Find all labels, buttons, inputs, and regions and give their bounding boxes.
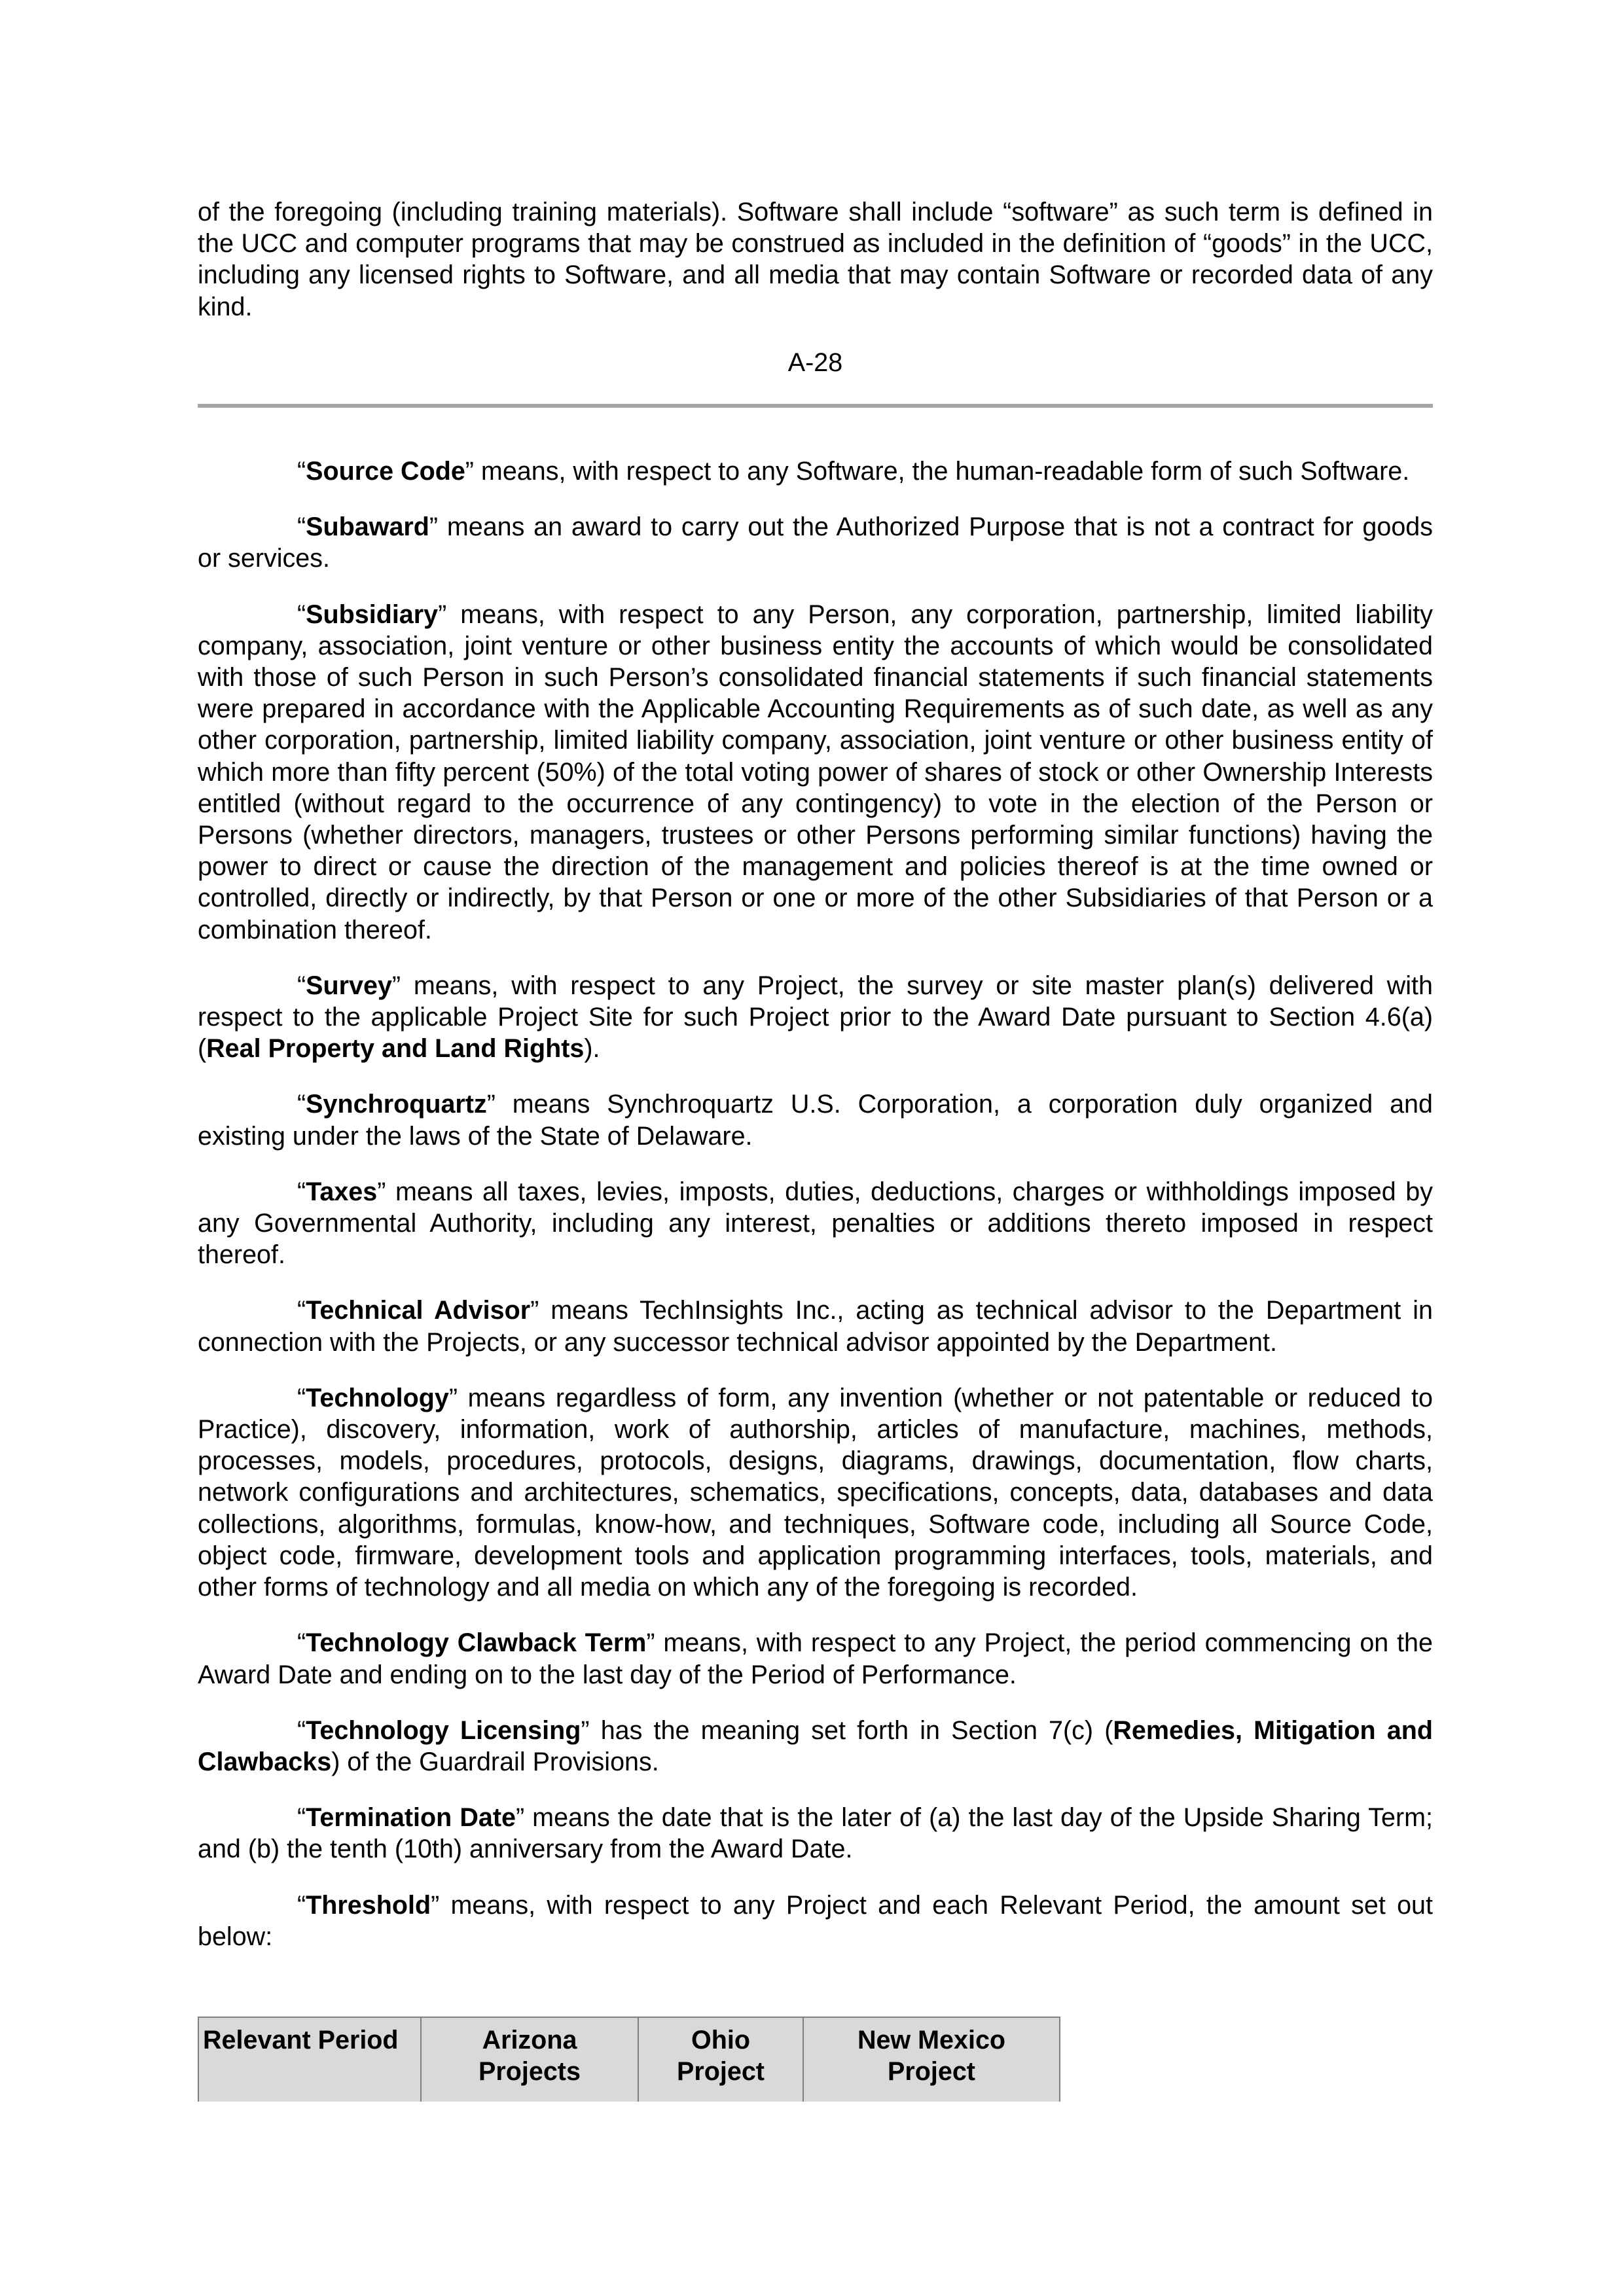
open-quote: “ xyxy=(297,1296,306,1325)
definition-synchroquartz xyxy=(198,1088,1433,1151)
definition-text: ” means Synchroquartz U.S. Corporation, a corporation duly organized and existing under the laws of the State of Delaware. xyxy=(198,1090,1433,1151)
definition-text: ” means, with respect to any Person, any corporation, partnership, limited liability company, association, joint venture or other business entity the accounts of which would be consolidated with those of such Person in such Person’s consolidated financial statements if such financial statements were prepared in accordance with the Applicable Accounting Requirements as of such date, as well as any other corporation, partnership, limited liability company, association, joint venture or other business entity of which more than fifty percent (50%) of the total voting power of shares of stock or other Ownership Interests entitled (without regard to the occurrence of any contingency) to vote in the election of the Person or Persons (whether directors, managers, trustees or other Persons performing similar functions) having the power to direct or cause the direction of the management and policies thereof is at the time owned or controlled, directly or indirectly, by that Person or one or more of the other Subsidiaries of that Person or a combination thereof. xyxy=(198,600,1433,944)
definition-technology-clawback-term xyxy=(198,1627,1433,1690)
defined-term: Synchroquartz xyxy=(306,1090,487,1119)
header-line: Arizona xyxy=(482,2026,577,2054)
definition-subaward xyxy=(198,511,1433,574)
defined-term: Technical Advisor xyxy=(306,1296,531,1325)
header-line: Project xyxy=(888,2057,975,2086)
definition-text: ” means an award to carry out the Authorized Purpose that is not a contract for goods or services. xyxy=(198,512,1433,573)
open-quote: “ xyxy=(297,457,306,486)
definition-text: ” means regardless of form, any invention (whether or not patentable or reduced to Practice), discovery, information, work of authorship, articles of manufacture, machines, methods, processes, models, procedures, protocols, designs, diagrams, drawings, documentation, flow charts, network configurations and architectures, schematics, specifications, concepts, data, databases and data collections, algorithms, formulas, know-how, and techniques, Software code, including all Source Code, object code, firmware, development tools and application programming interfaces, tools, materials, and other forms of technology and all media on which any of the foregoing is recorded. xyxy=(198,1383,1433,1602)
section-reference: Real Property and Land Rights xyxy=(206,1034,585,1064)
header-line: Relevant Period xyxy=(203,2026,399,2054)
defined-term: Subsidiary xyxy=(306,600,439,629)
header-ohio-project xyxy=(638,2017,803,2102)
top-paragraph-text: of the foregoing (including training materials). Software shall include “software” as such term is defined in the UCC and computer programs that may be construed as included in the definition of “goods” in the UCC, including any licensed rights to Software, and all media that may contain Software or recorded data of any kind. xyxy=(198,198,1433,321)
definition-source-code xyxy=(198,456,1433,487)
defined-term: Survey xyxy=(306,971,392,1000)
continued-paragraph xyxy=(198,196,1433,323)
header-line: Ohio xyxy=(691,2026,750,2054)
definition-text: ” means the date that is the later of (a) the last day of the Upside Sharing Term; and (b) the tenth (10th) anniversary from the Award Date. xyxy=(198,1803,1434,1864)
open-quote: “ xyxy=(297,1090,306,1119)
defined-term: Threshold xyxy=(306,1890,431,1920)
defined-term: Technology Clawback Term xyxy=(306,1628,647,1658)
definition-tail: ). xyxy=(584,1034,600,1064)
definition-subsidiary xyxy=(198,599,1433,946)
threshold-table xyxy=(198,2017,1060,2102)
open-quote: “ xyxy=(297,971,306,1000)
open-quote: “ xyxy=(297,1628,306,1658)
page-divider xyxy=(198,404,1433,408)
defined-term: Technology xyxy=(306,1383,449,1412)
definition-termination-date xyxy=(198,1802,1433,1865)
open-quote: “ xyxy=(297,1890,306,1920)
definition-text: ” has the meaning set forth in Section 7(c) ( xyxy=(581,1715,1113,1745)
open-quote: “ xyxy=(297,1383,306,1412)
defined-term: Source Code xyxy=(306,457,465,486)
defined-term: Taxes xyxy=(306,1177,378,1206)
header-new-mexico-project xyxy=(803,2017,1060,2102)
table-header-row xyxy=(198,2017,1060,2102)
definition-threshold xyxy=(198,1890,1433,1952)
header-line: New Mexico xyxy=(857,2026,1006,2054)
defined-term: Termination Date xyxy=(306,1803,516,1833)
open-quote: “ xyxy=(297,1715,306,1745)
section-reference: Remedies, Mitigation and Clawbacks xyxy=(198,1715,1433,1776)
definition-technology xyxy=(198,1382,1433,1603)
open-quote: “ xyxy=(297,600,306,629)
header-line: Projects xyxy=(478,2057,581,2086)
open-quote: “ xyxy=(297,1803,306,1833)
open-quote: “ xyxy=(297,1177,306,1206)
definition-text: ” means, with respect to any Project, the period commencing on the Award Date and ending on to the last day of the Period of Performance. xyxy=(198,1628,1433,1689)
definition-taxes xyxy=(198,1176,1433,1271)
definition-survey xyxy=(198,970,1433,1065)
header-line: Project xyxy=(677,2057,765,2086)
definitions-list xyxy=(198,456,1433,1977)
page-number: A-28 xyxy=(787,348,843,377)
definition-text: ” means TechInsights Inc., acting as technical advisor to the Department in connection with the Projects, or any successor technical advisor appointed by the Department. xyxy=(198,1296,1433,1357)
header-relevant-period xyxy=(198,2017,421,2102)
definition-text: ” means, with respect to any Project and each Relevant Period, the amount set out below: xyxy=(198,1890,1433,1951)
header-arizona-projects xyxy=(421,2017,638,2102)
open-quote: “ xyxy=(297,512,306,542)
definition-text: ” means, with respect to any Project, the survey or site master plan(s) delivered with respect to the applicable Project Site for such Project prior to the Award Date pursuant to Section 4.6(a) ( xyxy=(198,971,1433,1064)
definition-tail: ) of the Guardrail Provisions. xyxy=(331,1747,659,1776)
defined-term: Subaward xyxy=(306,512,429,542)
defined-term: Technology Licensing xyxy=(306,1715,581,1745)
definition-technical-advisor xyxy=(198,1295,1433,1357)
definition-text: ” means all taxes, levies, imposts, duties, deductions, charges or withholdings imposed by any Governmental Authority, including any interest, penalties or additions thereto imposed in respect thereof. xyxy=(198,1177,1433,1270)
definition-technology-licensing xyxy=(198,1715,1433,1778)
threshold-table-header xyxy=(198,2017,1060,2102)
definition-text: ” means, with respect to any Software, the human-readable form of such Software. xyxy=(465,457,1410,486)
